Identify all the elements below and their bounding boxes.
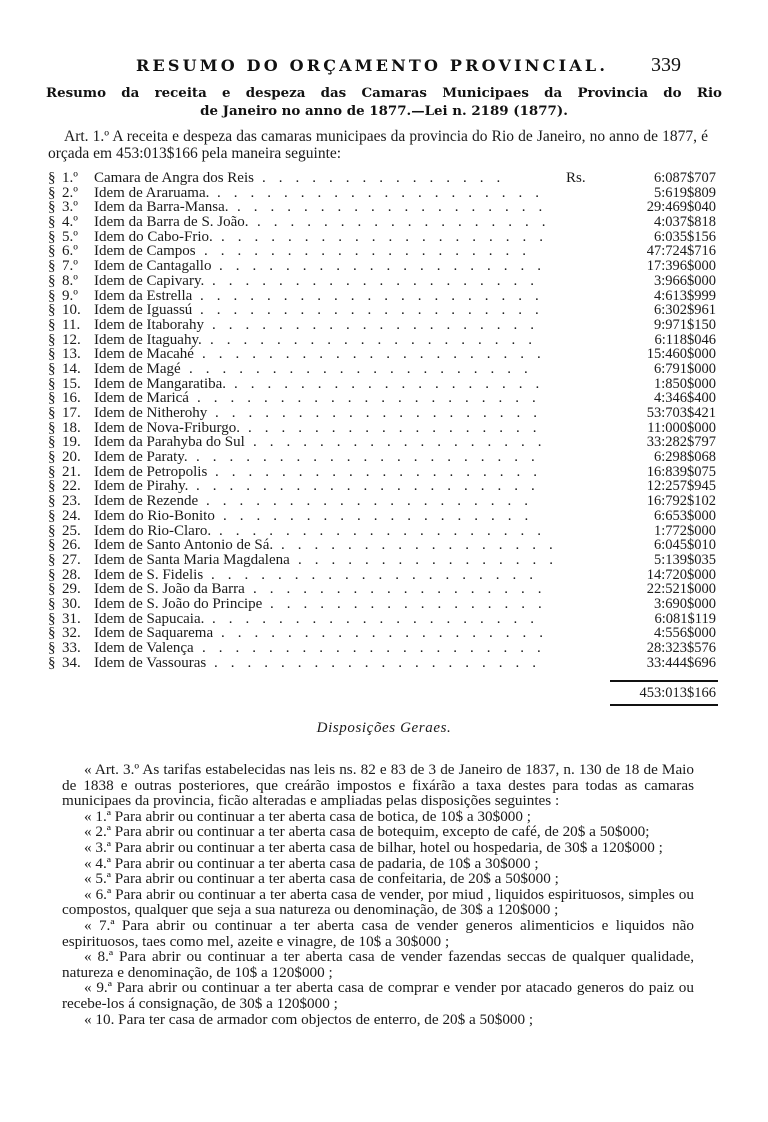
provision-paragraph: « 2.ª Para abrir ou continuar a ter aberta casa de botequim, excepto de café, de 20$ a 50$000; (84, 823, 650, 841)
leader-dots: ............... (262, 171, 514, 186)
section-sign-icon: § (48, 640, 56, 656)
budget-row (48, 230, 718, 245)
item-number: 10. (62, 302, 81, 319)
item-value: 9:971$150 (653, 316, 716, 333)
section-sign-icon: § (48, 654, 56, 671)
budget-row (48, 171, 718, 186)
item-value: 17:396$000 (646, 258, 716, 275)
item-number: 28. (62, 566, 81, 583)
item-name: Idem de Sapucaia. (94, 610, 205, 627)
item-number: 22. (62, 478, 81, 495)
item-value: 1:850$000 (653, 375, 716, 392)
intro-paragraph (48, 128, 708, 162)
item-number: 27. (62, 551, 81, 568)
budget-row (48, 421, 718, 436)
item-value: 6:791$000 (653, 360, 716, 377)
item-number: 20. (62, 449, 81, 466)
budget-row (48, 626, 718, 641)
item-name: Idem do Rio-Claro. (94, 522, 212, 539)
section-sign-icon: § (48, 434, 56, 451)
provision-paragraph: « 1.ª Para abrir ou continuar a ter aberta casa de botica, de 10$ a 30$000 ; (84, 807, 531, 825)
budget-row (48, 450, 718, 465)
item-value: 3:966$000 (653, 272, 716, 289)
leader-dots: .................. (253, 435, 555, 451)
section-body (62, 762, 694, 1027)
item-value: 4:037$818 (653, 214, 716, 231)
item-number: 3.º (62, 199, 78, 216)
section-sign-icon: § (48, 390, 56, 407)
section-sign-icon: § (48, 302, 56, 319)
leader-dots: ..................... (202, 641, 554, 656)
item-name: Idem de Macahé (94, 346, 194, 363)
item-value: 28:323$576 (646, 640, 716, 656)
total-rule-top (610, 680, 718, 682)
section-sign-icon: § (48, 537, 56, 554)
leader-dots: ................... (237, 200, 556, 216)
section-sign-icon: § (48, 243, 56, 260)
item-value: 6:118$046 (654, 331, 716, 348)
item-value: 15:460$000 (646, 346, 716, 363)
leader-dots: .................... (214, 655, 549, 671)
item-name: Idem de Capivary. (94, 272, 205, 289)
item-name: Idem de Petropolis (94, 463, 208, 480)
leader-dots: ..................... (189, 361, 541, 377)
section-sign-icon: § (48, 360, 56, 377)
provision-paragraph: « 6.ª Para abrir ou continuar a ter aberta casa de vender, por miud , liquidos espirituosos, simples ou compostos, qualquer que seja a sua natureza ou denominação, de 30$ a 120$000 ; (62, 885, 694, 919)
leader-dots: .................... (217, 185, 552, 201)
section-sign-icon: § (48, 581, 56, 598)
running-head (0, 56, 768, 80)
section-sign-icon: § (48, 610, 56, 627)
leader-dots: .................. (257, 215, 559, 231)
budget-row (48, 612, 718, 627)
item-value: 4:556$000 (653, 625, 716, 642)
item-value: 3:690$000 (653, 595, 716, 612)
section-sign-icon: § (48, 566, 56, 583)
provision-paragraph: « 3.ª Para abrir ou continuar a ter aberta casa de bilhar, hotel ou hospedaria, de 30$ a 120$000 ; (84, 838, 663, 856)
total-block (610, 680, 718, 706)
item-name: Idem de Iguassú (94, 302, 193, 319)
item-name: Camara de Angra dos Reis (94, 170, 254, 186)
item-number: 4.º (62, 214, 78, 231)
leader-dots: .................... (212, 611, 547, 627)
leader-dots: .................... (212, 317, 547, 333)
heading-line-1: Resumo da receita e despeza das Camaras Municipaes da Provincia do Rio (46, 85, 722, 101)
item-value: 53:703$421 (646, 405, 716, 421)
item-name: Idem de S. João do Principe (94, 595, 263, 612)
budget-row (48, 406, 718, 421)
item-name: Idem da Parahyba do Sul (94, 434, 245, 451)
leader-dots: ................ (298, 552, 566, 568)
item-number: 17. (62, 405, 81, 421)
item-number: 8.º (62, 272, 78, 289)
item-name: Idem da Barra-Mansa. (94, 199, 229, 216)
budget-row (48, 509, 718, 524)
budget-row (48, 568, 718, 583)
item-number: 29. (62, 581, 81, 598)
provision-paragraph: « 5.ª Para abrir ou continuar a ter aberta casa de confeitaria, de 20$ a 50$000 ; (84, 870, 559, 888)
leader-dots: .................... (215, 464, 550, 480)
item-name: Idem de Campos (94, 243, 196, 260)
leader-dots: ..................... (196, 479, 548, 495)
budget-row (48, 303, 718, 318)
section-sign-icon: § (48, 478, 56, 495)
item-number: 26. (62, 537, 81, 554)
budget-row (48, 200, 718, 215)
section-sign-icon: § (48, 507, 56, 524)
provision-paragraph: « 8.ª Para abrir ou continuar a ter aberta casa de vender fazendas seccas de qualquer qualidade, natureza e denominação, de 10$ a 120$000 ; (62, 948, 694, 981)
item-name: Idem de Vassouras (94, 654, 207, 671)
item-number: 19. (62, 434, 81, 451)
leader-dots: ..................... (202, 347, 554, 363)
item-value: 6:298$068 (653, 449, 716, 466)
item-name: Idem de S. João da Barra (94, 581, 245, 598)
budget-row (48, 553, 718, 568)
item-number: 1.º (62, 170, 78, 186)
provision-paragraph: « Art. 3.º As tarifas estabelecidas nas leis ns. 82 e 83 de 3 de Janeiro de 1837, n. 130 de 18 de Maio de 1838 e outras posteriores, que creárão impostos e fixárão a taxa destes para todas as camaras municipaes da provincia, ficão alteradas e ampliadas pelas disposições seguintes : (62, 761, 694, 810)
section-sign-icon: § (48, 199, 56, 216)
leader-dots: .................... (206, 494, 541, 510)
item-name: Idem de Magé (94, 360, 181, 377)
leader-dots: .................... (212, 273, 547, 289)
intro-text: Art. 1.º A receita e despeza das camaras municipaes da provincia do Rio de Janeiro, no anno de 1877, é orçada em 453:013$166 pela maneira seguinte: (48, 128, 708, 162)
section-sign-icon: § (48, 463, 56, 480)
item-number: 6.º (62, 243, 78, 260)
item-name: Idem de Nova-Friburgo. (94, 419, 240, 436)
item-value: 47:724$716 (646, 243, 716, 260)
section-sign-icon: § (48, 287, 56, 304)
page-number: 339 (651, 54, 681, 76)
budget-row (48, 215, 718, 230)
item-name: Idem de Valença (94, 640, 194, 656)
budget-row (48, 524, 718, 539)
leader-dots: ................. (281, 538, 566, 554)
item-number: 32. (62, 625, 81, 642)
budget-row (48, 641, 718, 656)
item-value: 14:720$000 (646, 566, 716, 583)
item-value: 11:000$000 (647, 419, 716, 436)
item-value: 6:035$156 (653, 228, 716, 245)
item-number: 34. (62, 654, 81, 671)
section-sign-icon: § (48, 449, 56, 466)
item-number: 11. (62, 316, 81, 333)
section-sign-icon: § (48, 551, 56, 568)
leader-dots: .................... (215, 406, 550, 421)
item-name: Idem da Barra de S. João. (94, 214, 249, 231)
budget-row (48, 333, 718, 348)
item-number: 18. (62, 419, 81, 436)
section-sign-icon: § (48, 493, 56, 510)
section-sign-icon: § (48, 625, 56, 642)
item-number: 15. (62, 375, 81, 392)
budget-row (48, 656, 718, 671)
item-number: 12. (62, 331, 81, 348)
budget-row (48, 347, 718, 362)
budget-row (48, 582, 718, 597)
item-value: 4:346$400 (653, 390, 716, 407)
budget-row (48, 465, 718, 480)
leader-dots: .................... (221, 229, 556, 245)
leader-dots: ..................... (200, 303, 552, 319)
section-sign-icon: § (48, 375, 56, 392)
item-name: Idem de Maricá (94, 390, 189, 407)
provision-paragraph: « 10. Para ter casa de armador com objectos de enterro, de 20$ a 50$000 ; (84, 1010, 534, 1028)
leader-dots: ................... (234, 376, 553, 392)
item-name: Idem do Rio-Bonito (94, 507, 215, 524)
item-name: Idem da Estrella (94, 287, 193, 304)
leader-dots: .................... (221, 626, 556, 642)
budget-row (48, 494, 718, 509)
item-value: 33:282$797 (646, 434, 716, 451)
section-sign-icon: § (48, 405, 56, 421)
section-sign-icon: § (48, 228, 56, 245)
item-value: 6:045$010 (653, 537, 716, 554)
budget-row (48, 274, 718, 289)
leader-dots: ..................... (197, 391, 549, 407)
section-sign-icon: § (48, 272, 56, 289)
item-name: Idem de Mangaratiba. (94, 375, 227, 392)
leader-dots: .................... (219, 523, 554, 539)
item-value: 33:444$696 (646, 654, 716, 671)
leader-dots: .................... (211, 567, 546, 583)
budget-row (48, 435, 718, 450)
item-number: 7.º (62, 258, 78, 275)
provision-paragraph: « 7.ª Para abrir ou continuar a ter aberta casa de vender generos alimenticios e liquidos não espirituosos, taes como mel, azeite e vinagre, de 10$ a 30$000 ; (62, 916, 694, 950)
leader-dots: ..................... (196, 450, 548, 466)
item-name: Idem de Rezende (94, 493, 199, 510)
provision-paragraph: « 9.ª Para abrir ou continuar a ter aberta casa de comprar e vender por atacado generos do paiz ou recebe-los á consignação, de 30$ a 120$000 ; (62, 979, 694, 1012)
budget-row (48, 377, 718, 392)
leader-dots: ..................... (200, 288, 552, 304)
item-number: 13. (62, 346, 81, 363)
item-value: 29:469$040 (646, 199, 716, 216)
item-name: Idem de Nitherohy (94, 405, 208, 421)
total-value: 453:013$166 (639, 685, 716, 701)
budget-row (48, 259, 718, 274)
section-title: Disposições Geraes. (316, 720, 452, 736)
section-sign-icon: § (48, 184, 56, 201)
item-number: 14. (62, 360, 81, 377)
item-value: 5:619$809 (653, 184, 716, 201)
item-number: 30. (62, 595, 81, 612)
section-sign-icon: § (48, 258, 56, 275)
leader-dots: .................... (219, 259, 554, 275)
item-name: Idem de Saquarema (94, 625, 214, 642)
item-value: 22:521$000 (646, 581, 716, 598)
item-number: 21. (62, 463, 81, 480)
item-number: 33. (62, 640, 81, 656)
section-sign-icon: § (48, 346, 56, 363)
section-sign-icon: § (48, 595, 56, 612)
item-name: Idem de Cantagallo (94, 258, 212, 275)
budget-row (48, 289, 718, 304)
provision-paragraph: « 4.ª Para abrir ou continuar a ter aberta casa de padaria, de 10$ a 30$000 ; (84, 854, 539, 872)
item-value: 12:257$945 (646, 478, 716, 495)
budget-row (48, 538, 718, 553)
item-name: Idem do Cabo-Frio. (94, 228, 213, 245)
item-name: Idem de Santo Antonio de Sá. (94, 537, 274, 554)
item-value: 1:772$000 (653, 522, 716, 539)
budget-row (48, 391, 718, 406)
section-sign-icon: § (48, 316, 56, 333)
item-value: 16:792$102 (646, 493, 716, 510)
item-number: 9.º (62, 287, 78, 304)
item-name: Idem de Paraty. (94, 449, 188, 466)
leader-dots: .................... (204, 244, 539, 260)
leader-dots: .................. (253, 582, 555, 598)
section-sign-icon: § (48, 522, 56, 539)
budget-row (48, 597, 718, 612)
budget-row (48, 362, 718, 377)
budget-row (48, 186, 718, 201)
budget-row (48, 244, 718, 259)
item-number: 23. (62, 493, 81, 510)
item-name: Idem de Santa Maria Magdalena (94, 551, 290, 568)
budget-list (48, 171, 718, 670)
item-value: 5:139$035 (653, 551, 716, 568)
item-number: 25. (62, 522, 81, 539)
item-name: Idem de Itaguahy. (94, 331, 202, 348)
item-number: 16. (62, 390, 81, 407)
section-sign-icon: § (48, 419, 56, 436)
item-value: 6:653$000 (653, 507, 716, 524)
running-title: RESUMO DO ORÇAMENTO PROVINCIAL. (136, 56, 609, 75)
item-value: 6:081$119 (654, 610, 716, 627)
item-value: 16:839$075 (646, 463, 716, 480)
leader-dots: .................... (210, 332, 545, 348)
heading-line-2: de Janeiro no anno de 1877.—Lei n. 2189 (1877). (200, 103, 568, 119)
item-name: Idem de Pirahy. (94, 478, 189, 495)
currency-label: Rs. (566, 170, 586, 186)
budget-row (48, 318, 718, 333)
item-number: 31. (62, 610, 81, 627)
item-name: Idem de Itaborahy (94, 316, 204, 333)
item-name: Idem de Araruama. (94, 184, 210, 201)
leader-dots: ................. (270, 596, 555, 612)
item-number: 2.º (62, 184, 78, 201)
item-number: 24. (62, 507, 81, 524)
item-number: 5.º (62, 228, 78, 245)
section-sign-icon: § (48, 331, 56, 348)
total-rule-bottom (610, 704, 718, 706)
document-heading (46, 84, 722, 120)
item-value: 6:087$707 (653, 170, 716, 186)
section-sign-icon: § (48, 214, 56, 231)
item-value: 4:613$999 (653, 287, 716, 304)
leader-dots: ................... (223, 508, 542, 524)
budget-row (48, 479, 718, 494)
leader-dots: .................. (248, 420, 550, 436)
item-value: 6:302$961 (653, 302, 716, 319)
item-name: Idem de S. Fidelis (94, 566, 204, 583)
section-sign-icon: § (48, 170, 56, 186)
